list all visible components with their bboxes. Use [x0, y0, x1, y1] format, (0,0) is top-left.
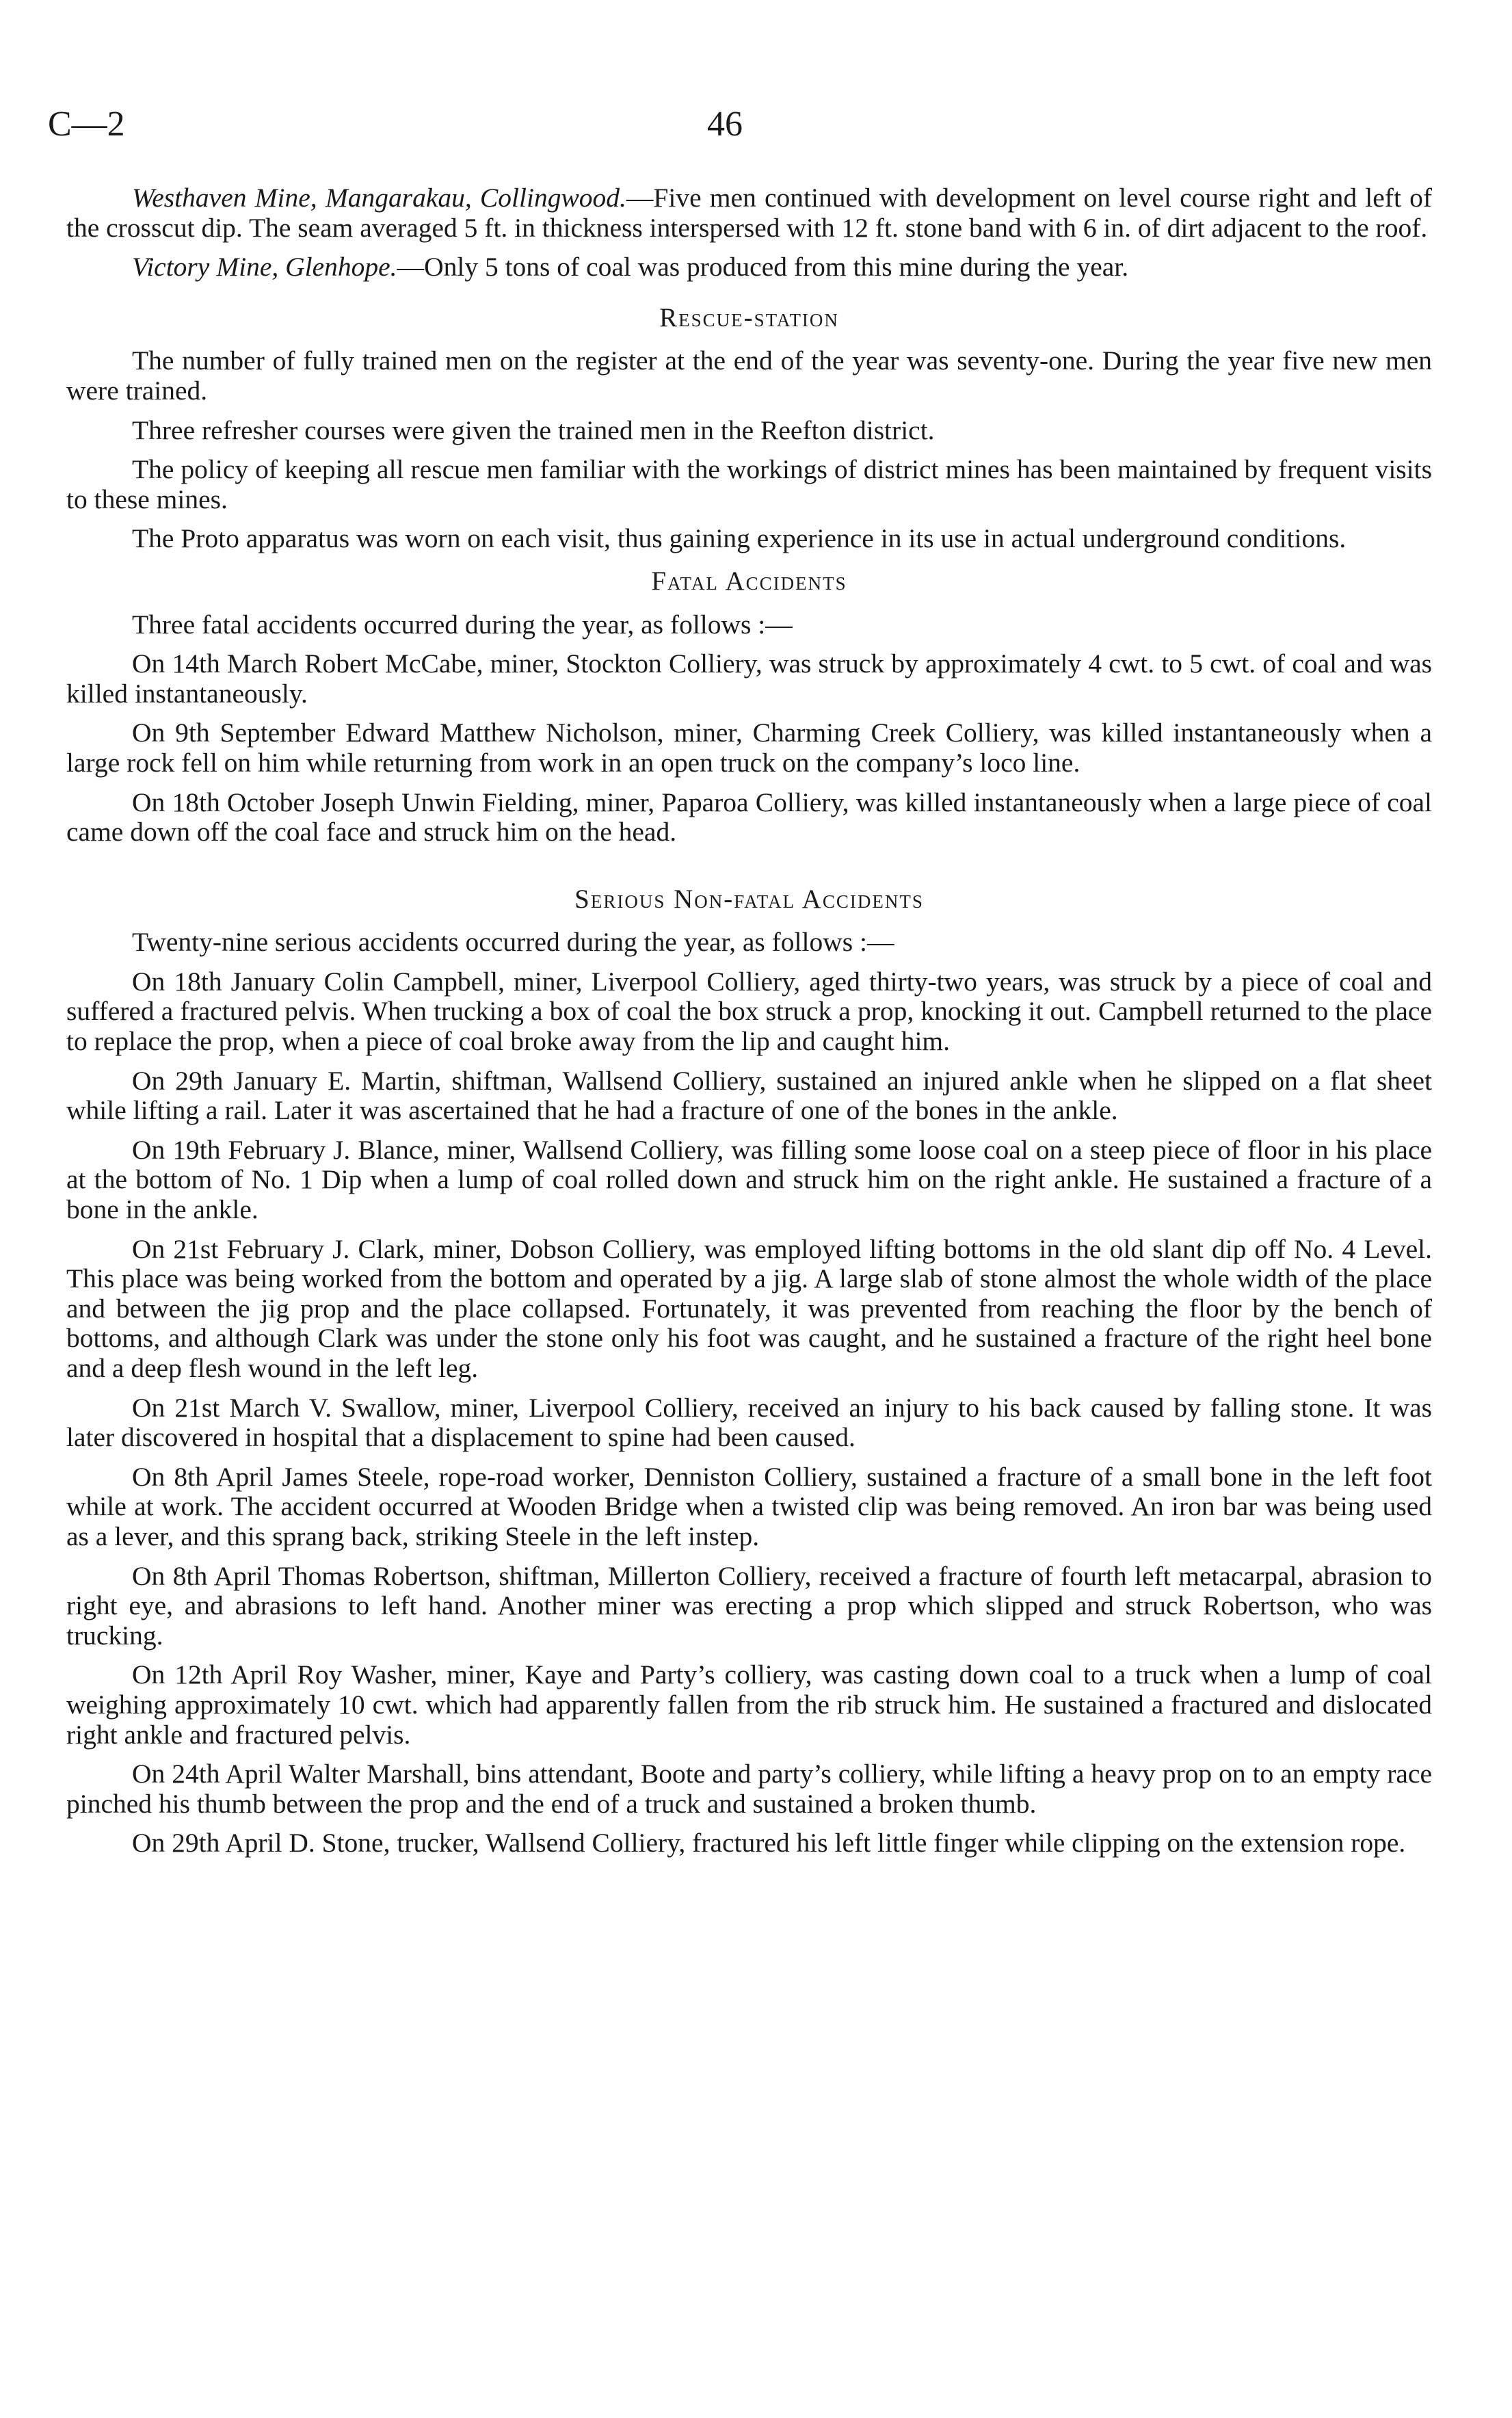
paragraph: On 8th April James Steele, rope-road worker, Denniston Colliery, sustained a fracture of a small bone in the left foot while at work. The accident occurred at Wooden Bridge when a twisted clip was being removed. An iron bar was being used as a lever, and this sprang back, striking Steele in the left instep.	[66, 1461, 1432, 1551]
section-heading-serious-non-fatal-accidents: Serious Non-fatal Accidents	[574, 884, 924, 914]
paragraph: On 21st February J. Clark, miner, Dobson Colliery, was employed lifting bottoms in the old slant dip off No. 4 Level. This place was being worked from the bottom and operated by a jig. A large slab of stone almost the whole width of the place and between the jig prop and the place collapsed. Fortunately, it was prevented from reaching the floor by the bench of bottoms, and although Clark was under the stone only his foot was caught, and he sustained a fracture of the right heel bone and a deep flesh wound in the left leg.	[66, 1233, 1432, 1383]
page-number: 46	[707, 105, 743, 144]
paragraph: On 29th January E. Martin, shiftman, Wallsend Colliery, sustained an injured ankle when he slipped on a flat sheet while lifting a rail. Later it was ascertained that he had a fracture of one of the bones in the ankle.	[66, 1065, 1432, 1126]
paragraph: On 18th January Colin Campbell, miner, Liverpool Colliery, aged thirty-two years, was struck by a piece of coal and suffered a fractured pelvis. When trucking a box of coal the box struck a prop, knocking it out. Campbell returned to the place to replace the prop, when a piece of coal broke away from the lip and caught him.	[66, 966, 1432, 1057]
paragraph-lead: Westhaven Mine, Mangarakau, Collingwood.	[132, 183, 626, 213]
paragraph: Three refresher courses were given the trained men in the Reefton district.	[132, 415, 935, 445]
paragraph: On 21st March V. Swallow, miner, Liverpool Colliery, received an injury to his back caused by falling stone. It was later discovered in hospital that a displacement to spine had been caused.	[66, 1392, 1432, 1453]
paragraph: On 14th March Robert McCabe, miner, Stockton Colliery, was struck by approximately 4 cwt. to 5 cwt. of coal and was killed instantaneously.	[66, 648, 1432, 709]
page-header	[48, 104, 1464, 159]
section-heading-fatal-accidents: Fatal Accidents	[651, 566, 847, 596]
paragraph: On 18th October Joseph Unwin Fielding, miner, Paparoa Colliery, was killed instantaneously when a large piece of coal came down off the coal face and struck him on the head.	[66, 787, 1432, 847]
paragraph: On 8th April Thomas Robertson, shiftman, Millerton Colliery, received a fracture of fourth left metacarpal, abrasion to right eye, and abrasions to left hand. Another miner was erecting a prop which slipped and struck Robertson, who was trucking.	[66, 1560, 1432, 1651]
paragraph-westhaven-mine	[66, 183, 1432, 243]
paragraph: On 12th April Roy Washer, miner, Kaye and Party’s colliery, was casting down coal to a truck when a lump of coal weighing approximately 10 cwt. which had apparently fallen from the rib struck him. He sustained a fractured and dislocated right ankle and fractured pelvis.	[66, 1659, 1432, 1750]
paragraph: On 29th April D. Stone, trucker, Wallsend Colliery, fractured his left little finger while clipping on the extension rope.	[132, 1828, 1406, 1858]
paragraph: Three fatal accidents occurred during the year, as follows :—	[132, 609, 793, 640]
paragraph: The policy of keeping all rescue men familiar with the workings of district mines has been maintained by frequent visits to these mines.	[66, 454, 1432, 514]
paragraph: Twenty-nine serious accidents occurred during the year, as follows :—	[132, 927, 894, 958]
paragraph: On 9th September Edward Matthew Nicholson, miner, Charming Creek Colliery, was killed instantaneously when a large rock fell on him while returning from work in an open truck on the company’s loco line.	[66, 718, 1432, 778]
paragraph-text: —Five men continued with development on level course right and left of the crosscut dip. The seam averaged 5 ft. in thickness interspersed with 12 ft. stone band with 6 in. of dirt adjacent to the roof.	[66, 183, 1432, 243]
paragraph-text: —Only 5 tons of coal was produced from this mine during the year.	[397, 252, 1129, 282]
paragraph: On 24th April Walter Marshall, bins attendant, Boote and party’s colliery, while lifting a heavy prop on to an empty race pinched his thumb between the prop and the end of a truck and sustained a broken thumb.	[66, 1759, 1432, 1819]
paragraph-victory-mine	[66, 252, 1432, 282]
paragraph: The Proto apparatus was worn on each visit, thus gaining experience in its use in actual underground conditions.	[132, 523, 1347, 554]
paragraph: The number of fully trained men on the register at the end of the year was seventy-one. During the year five new men were trained.	[66, 345, 1432, 406]
page-body	[66, 183, 1432, 1868]
paragraph: On 19th February J. Blance, miner, Wallsend Colliery, was filling some loose coal on a steep piece of floor in his place at the bottom of No. 1 Dip when a lump of coal rolled down and struck him on the right ankle. He sustained a fracture of a bone in the ankle.	[66, 1134, 1432, 1225]
document-code: C—2	[48, 105, 125, 144]
paragraph-lead: Victory Mine, Glenhope.	[132, 252, 397, 282]
section-heading-rescue-station: Rescue-station	[659, 302, 839, 332]
